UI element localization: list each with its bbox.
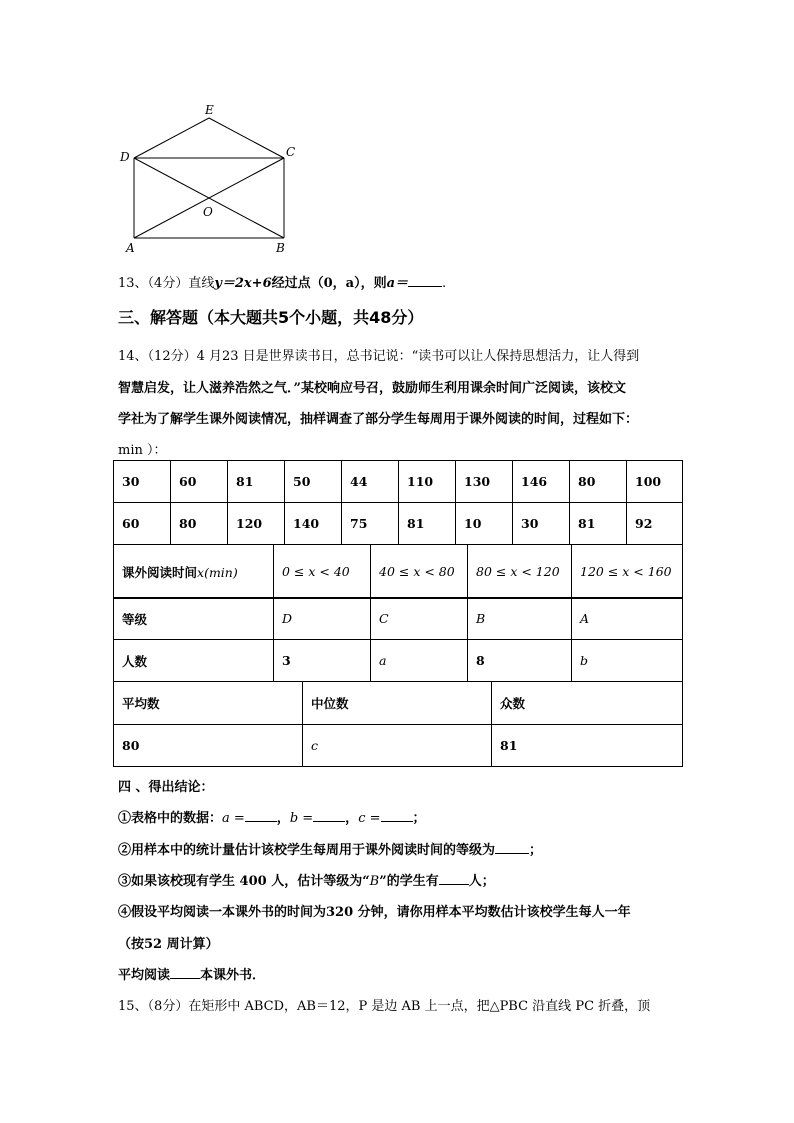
point-label-O: O [203,205,213,219]
point-label-C: C [286,145,296,159]
conclusion-1: ①表格中的数据：a = ，b = ，c = ； [118,811,426,826]
stats-table [113,681,683,767]
segment-EC [209,118,284,158]
q14-line-4: min ）： [118,443,167,458]
q13-equation: y＝2x+6 [214,276,272,291]
q14-line-2: 智慧启发，让人滋养浩然之气．”某校响应号召，鼓励师生利用课余时间广泛阅读，该校文 [118,381,626,396]
conclusion-4-line-1: ④假设平均阅读一本课外书的时间为320 分钟，请你用样本平均数估计该校学生每人一年 [118,905,631,920]
table-row: 人数 3 a 8 b [114,640,683,682]
answer-blank-count[interactable] [439,872,469,885]
question-13: 13、（4分）直线y＝2x+6经过点（0，a），则a＝ . [118,276,447,291]
q14-line-1: 14、（12分）4 月23 日是世界读书日，总书记说：“读书可以让人保持思想活力，让人得到 [118,349,640,364]
answer-blank-grade[interactable] [495,841,529,854]
conclusion-4-line-3: 平均阅读 本课外书． [118,968,266,983]
segment-DE [134,118,209,158]
conclusion-4-line-2: （按52 周计算） [118,937,219,952]
geometry-figure [116,100,306,260]
table-row: 30 60 81 50 44 110 130 146 80 100 [114,461,683,503]
conclusion-3: ③如果该校现有学生 400 人，估计等级为“B”的学生有 人； [118,874,495,889]
table-row: 等级 D C B A [114,598,683,640]
raw-data-table [113,460,683,545]
answer-blank-b[interactable] [313,809,345,822]
question-15: 15、（8分）在矩形中 ABCD，AB＝12，P 是边 AB 上一点，把△PBC 沿直线 PC 折叠，顶 [118,999,651,1014]
conclusion-2: ②用样本中的统计量估计该校学生每周用于课外阅读时间的等级为 ； [118,843,543,858]
table-row: 60 80 120 140 75 81 10 30 81 92 [114,503,683,545]
grade-count-table [113,597,683,682]
table-row: 80 c 81 [114,725,683,767]
conclusion-title: 四 、得出结论： [118,780,214,795]
grade-table [113,544,683,599]
section-title: 三、解答题（本大题共5个小题，共48分） [118,308,424,327]
table-row: 平均数 中位数 众数 [114,682,683,725]
point-label-A: A [126,241,135,255]
answer-blank-c[interactable] [381,809,413,822]
point-label-E: E [205,103,214,117]
answer-blank-a[interactable] [245,809,277,822]
answer-blank[interactable] [408,274,442,287]
table-row: 课外阅读时间x(min) 0 ≤ x < 40 40 ≤ x < 80 80 ≤ x < 120 120 ≤ x < 160 [114,545,683,599]
point-label-B: B [276,241,285,255]
q14-line-3: 学社为了解学生课外阅读情况，抽样调查了部分学生每周用于课外阅读的时间，过程如下： [118,412,639,427]
answer-blank-books[interactable] [170,966,200,979]
point-label-D: D [120,150,130,164]
